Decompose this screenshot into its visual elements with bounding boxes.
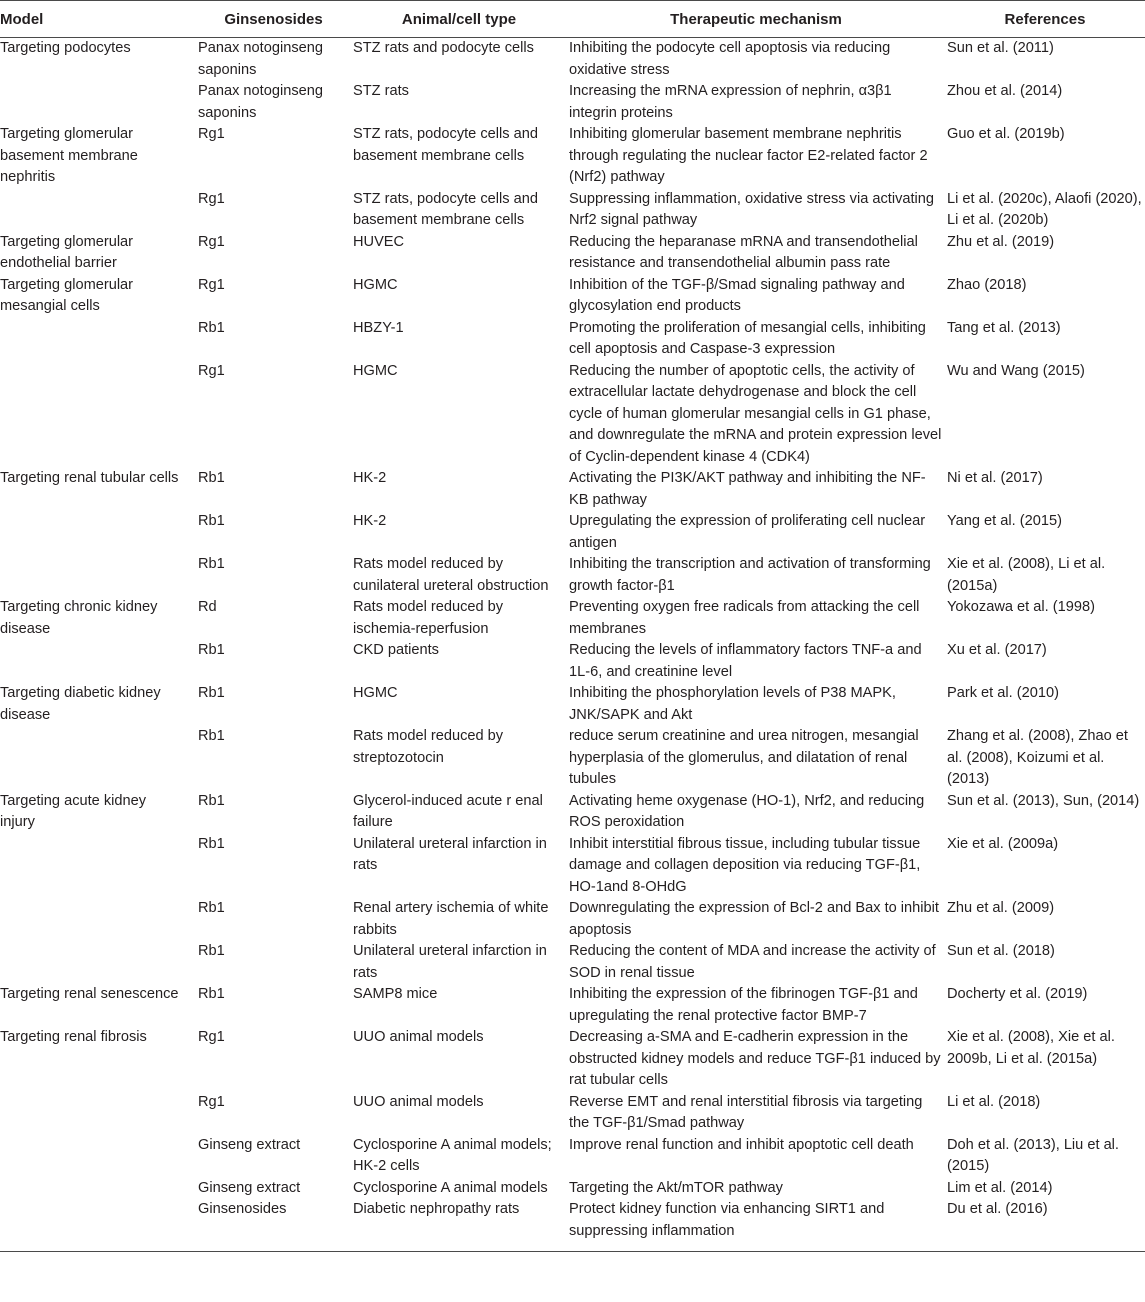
ginsenoside-cell: Rg1 [198, 1029, 225, 1045]
table-row [0, 554, 1145, 597]
table-row [0, 38, 1145, 82]
mechanism-cell: reduce serum creatinine and urea nitrogen, mesangial hyperplasia of the glomerulus, and dilatation of renal tubules [569, 728, 919, 787]
table-row [0, 81, 1145, 124]
table-row [0, 318, 1145, 361]
table-row [0, 275, 1145, 318]
model-cell [0, 511, 196, 554]
mechanism-cell: Decreasing a-SMA and E-cadherin expression in the obstructed kidney models and reduce TGF-β1 induced by rat tubular cells [569, 1029, 941, 1088]
reference-cell: Docherty et al. (2019) [947, 986, 1088, 1002]
ginsenoside-cell: Ginseng extract [198, 1179, 301, 1196]
model-cell: Targeting glomerular basement membrane nephritis [0, 126, 138, 185]
reference-cell: Li et al. (2018) [947, 1093, 1041, 1110]
animal-cell-type-cell: UUO animal models [353, 1093, 484, 1110]
mechanism-cell: Increasing the mRNA expression of nephrin, α3β1 integrin proteins [569, 83, 892, 121]
mechanism-cell: Inhibiting the transcription and activation of transforming growth factor-β1 [569, 556, 931, 594]
reference-cell: Sun et al. (2013), Sun, (2014) [947, 792, 1140, 809]
reference-cell: Yang et al. (2015) [947, 513, 1062, 529]
table-row [0, 189, 1145, 232]
table-row [0, 1092, 1145, 1135]
table-row [0, 468, 1145, 511]
ginsenoside-cell: Rg1 [198, 276, 225, 293]
animal-cell-type-cell: HK-2 [353, 513, 387, 529]
table-row [0, 726, 1145, 791]
model-cell [0, 834, 196, 899]
model-cell [0, 941, 196, 984]
model-cell: Targeting diabetic kidney disease [0, 685, 161, 723]
animal-cell-type-cell: Diabetic nephropathy rats [351, 1199, 567, 1252]
ginsenoside-cell: Rb1 [198, 986, 225, 1002]
ginsenoside-cell: Rb1 [198, 319, 225, 336]
table-row [0, 898, 1145, 941]
table-row [0, 984, 1145, 1027]
table-row [0, 1027, 1145, 1092]
table-row [0, 1178, 1145, 1200]
mechanism-cell: Activating heme oxygenase (HO-1), Nrf2, and reducing ROS peroxidation [569, 792, 925, 830]
mechanism-cell: Protect kidney function via enhancing SIRT1 and suppressing inflammation [567, 1199, 945, 1252]
reference-cell: Du et al. (2016) [945, 1199, 1145, 1252]
mechanism-cell: Reducing the content of MDA and increase the activity of SOD in renal tissue [569, 943, 936, 981]
animal-cell-type-cell: Unilateral ureteral infarction in rats [353, 943, 547, 981]
mechanism-cell: Inhibiting the expression of the fibrinogen TGF-β1 and upregulating the renal protective factor BMP-7 [569, 986, 918, 1024]
header-model: Model [0, 1, 196, 38]
mechanism-cell: Inhibit interstitial fibrous tissue, including tubular tissue damage and collagen deposition via reducing TGF-β1, HO-1and 8-OHdG [569, 835, 921, 895]
animal-cell-type-cell: Rats model reduced by cunilateral ureteral obstruction [353, 556, 549, 594]
reference-cell: Li et al. (2020c), Alaofi (2020), Li et al. (2020b) [947, 190, 1142, 228]
ginsenoside-cell: Rb1 [198, 728, 225, 744]
header-row [0, 1, 1145, 38]
animal-cell-type-cell: HGMC [353, 276, 398, 293]
mechanism-cell: Targeting the Akt/mTOR pathway [569, 1179, 783, 1196]
ginsenoside-cell: Rb1 [198, 835, 225, 852]
ginsenoside-cell: Rg1 [198, 1093, 225, 1110]
reference-cell: Zhu et al. (2019) [947, 233, 1055, 250]
model-cell: Targeting renal senescence [0, 986, 179, 1002]
mechanism-cell: Inhibiting the podocyte cell apoptosis via reducing oxidative stress [569, 40, 891, 78]
table-row [0, 124, 1145, 189]
animal-cell-type-cell: Unilateral ureteral infarction in rats [353, 835, 547, 873]
model-cell: Targeting chronic kidney disease [0, 599, 158, 637]
header-therapeutic-mechanism: Therapeutic mechanism [567, 1, 945, 38]
header-references: References [945, 1, 1145, 38]
header-ginsenosides: Ginsenosides [196, 1, 351, 38]
model-cell [0, 361, 196, 469]
ginsenoside-cell: Rb1 [198, 642, 225, 658]
table-row [0, 683, 1145, 726]
animal-cell-type-cell: STZ rats [353, 83, 409, 99]
reference-cell: Sun et al. (2011) [947, 40, 1054, 56]
mechanism-cell: Downregulating the expression of Bcl-2 and Bax to inhibit apoptosis [569, 900, 939, 938]
ginsenoside-cell: Rb1 [198, 685, 225, 701]
reference-cell: Zhao (2018) [947, 276, 1027, 293]
mechanism-cell: Preventing oxygen free radicals from attacking the cell membranes [569, 599, 920, 637]
model-cell [0, 898, 196, 941]
reference-cell: Tang et al. (2013) [947, 319, 1061, 336]
ginsenoside-cell: Panax notoginseng saponins [198, 83, 323, 121]
mechanism-cell: Promoting the proliferation of mesangial cells, inhibiting cell apoptosis and Caspase-3 expression [569, 319, 926, 357]
ginsenoside-cell: Panax notoginseng saponins [198, 40, 323, 78]
reference-cell: Sun et al. (2018) [947, 943, 1055, 959]
mechanism-cell: Reverse EMT and renal interstitial fibrosis via targeting the TGF-β1/Smad pathway [569, 1093, 923, 1131]
header-animal-cell-type: Animal/cell type [351, 1, 567, 38]
table-row [0, 640, 1145, 683]
animal-cell-type-cell: HGMC [353, 362, 398, 379]
model-cell: Targeting acute kidney injury [0, 792, 147, 830]
table-row [0, 1135, 1145, 1178]
model-cell [0, 1178, 196, 1200]
mechanism-cell: Inhibition of the TGF-β/Smad signaling pathway and glycosylation end products [569, 276, 905, 314]
reference-cell: Lim et al. (2014) [947, 1179, 1053, 1196]
ginsenoside-cell: Rg1 [198, 362, 225, 379]
ginsenoside-cell: Rb1 [198, 513, 225, 529]
ginsenoside-cell: Ginsenosides [196, 1199, 351, 1252]
animal-cell-type-cell: STZ rats, podocyte cells and basement membrane cells [353, 126, 538, 164]
mechanism-cell: Improve renal function and inhibit apoptotic cell death [569, 1136, 914, 1153]
ginsenoside-cell: Rb1 [198, 792, 225, 809]
animal-cell-type-cell: STZ rats, podocyte cells and basement membrane cells [353, 190, 538, 228]
ginsenoside-cell: Rg1 [198, 190, 225, 207]
animal-cell-type-cell: Rats model reduced by ischemia-reperfusion [353, 599, 504, 637]
model-cell [0, 318, 196, 361]
mechanism-cell: Suppressing inflammation, oxidative stress via activating Nrf2 signal pathway [569, 190, 935, 228]
ginsenoside-cell: Rb1 [198, 556, 225, 572]
animal-cell-type-cell: Renal artery ischemia of white rabbits [353, 900, 549, 938]
ginsenoside-cell: Rg1 [198, 233, 225, 250]
model-cell: Targeting glomerular endothelial barrier [0, 233, 134, 271]
animal-cell-type-cell: HBZY-1 [353, 319, 404, 336]
animal-cell-type-cell: CKD patients [353, 642, 439, 658]
reference-cell: Xu et al. (2017) [947, 642, 1047, 658]
model-cell [0, 1092, 196, 1135]
table-row [0, 834, 1145, 899]
table-row [0, 361, 1145, 469]
animal-cell-type-cell: Glycerol-induced acute r enal failure [353, 792, 543, 830]
animal-cell-type-cell: UUO animal models [353, 1029, 484, 1045]
reference-cell: Wu and Wang (2015) [947, 362, 1085, 379]
table-row [0, 941, 1145, 984]
reference-cell: Zhou et al. (2014) [947, 83, 1063, 99]
reference-cell: Xie et al. (2008), Li et al. (2015a) [947, 556, 1106, 594]
table-row [0, 791, 1145, 834]
model-cell: Targeting renal tubular cells [0, 470, 179, 486]
mechanism-cell: Inhibiting the phosphorylation levels of P38 MAPK, JNK/SAPK and Akt [569, 685, 896, 723]
reference-cell: Yokozawa et al. (1998) [947, 599, 1095, 615]
model-cell [0, 640, 196, 683]
reference-cell: Ni et al. (2017) [947, 470, 1043, 486]
table-row [0, 232, 1145, 275]
mechanism-cell: Activating the PI3K/AKT pathway and inhibiting the NF-KB pathway [569, 470, 926, 508]
mechanism-cell: Upregulating the expression of proliferating cell nuclear antigen [569, 513, 926, 551]
model-cell: Targeting glomerular mesangial cells [0, 276, 134, 314]
model-cell [0, 554, 196, 597]
table-row [0, 511, 1145, 554]
reference-cell: Park et al. (2010) [947, 685, 1059, 701]
reference-cell: Zhang et al. (2008), Zhao et al. (2008), Koizumi et al. (2013) [947, 728, 1128, 787]
mechanism-cell: Reducing the number of apoptotic cells, the activity of extracellular lactate dehydrogenase and block the cell cycle of human glomerular mesangial cells in G1 phase, and downregulate the mRNA and protein expression level of Cyclin-dependent kinase 4 (CDK4) [569, 362, 942, 465]
ginsenoside-cell: Rb1 [198, 470, 225, 486]
model-cell [0, 189, 196, 232]
ginsenoside-cell: Rg1 [198, 126, 225, 142]
reference-cell: Xie et al. (2009a) [947, 835, 1059, 852]
animal-cell-type-cell: SAMP8 mice [353, 986, 438, 1002]
ginsenoside-cell: Ginseng extract [198, 1136, 301, 1153]
reference-cell: Doh et al. (2013), Liu et al. (2015) [947, 1136, 1119, 1174]
model-cell [0, 1199, 196, 1252]
mechanism-cell: Inhibiting glomerular basement membrane nephritis through regulating the nuclear factor E2-related factor 2 (Nrf2) pathway [569, 126, 928, 185]
ginsenoside-cell: Rb1 [198, 900, 225, 916]
animal-cell-type-cell: Cyclosporine A animal models [353, 1179, 548, 1196]
model-cell [0, 726, 196, 791]
table-row [0, 597, 1145, 640]
animal-cell-type-cell: Rats model reduced by streptozotocin [353, 728, 504, 766]
animal-cell-type-cell: HK-2 [353, 470, 387, 486]
animal-cell-type-cell: HGMC [353, 685, 398, 701]
animal-cell-type-cell: HUVEC [353, 233, 405, 250]
reference-cell: Xie et al. (2008), Xie et al. 2009b, Li et al. (2015a) [947, 1029, 1115, 1067]
reference-cell: Guo et al. (2019b) [947, 126, 1065, 142]
animal-cell-type-cell: STZ rats and podocyte cells [353, 40, 534, 56]
model-cell [0, 1135, 196, 1178]
reference-cell: Zhu et al. (2009) [947, 900, 1055, 916]
animal-cell-type-cell: Cyclosporine A animal models; HK-2 cells [353, 1136, 552, 1174]
model-cell: Targeting renal fibrosis [0, 1029, 147, 1045]
ginsenoside-cell: Rd [198, 599, 217, 615]
mechanism-cell: Reducing the heparanase mRNA and transendothelial resistance and transendothelial albumin pass rate [569, 233, 918, 271]
model-cell: Targeting podocytes [0, 40, 131, 56]
table-row [0, 1199, 1145, 1252]
ginsenoside-cell: Rb1 [198, 943, 225, 959]
mechanism-cell: Reducing the levels of inflammatory factors TNF-a and 1L-6, and creatinine level [569, 642, 922, 680]
model-cell [0, 81, 196, 124]
